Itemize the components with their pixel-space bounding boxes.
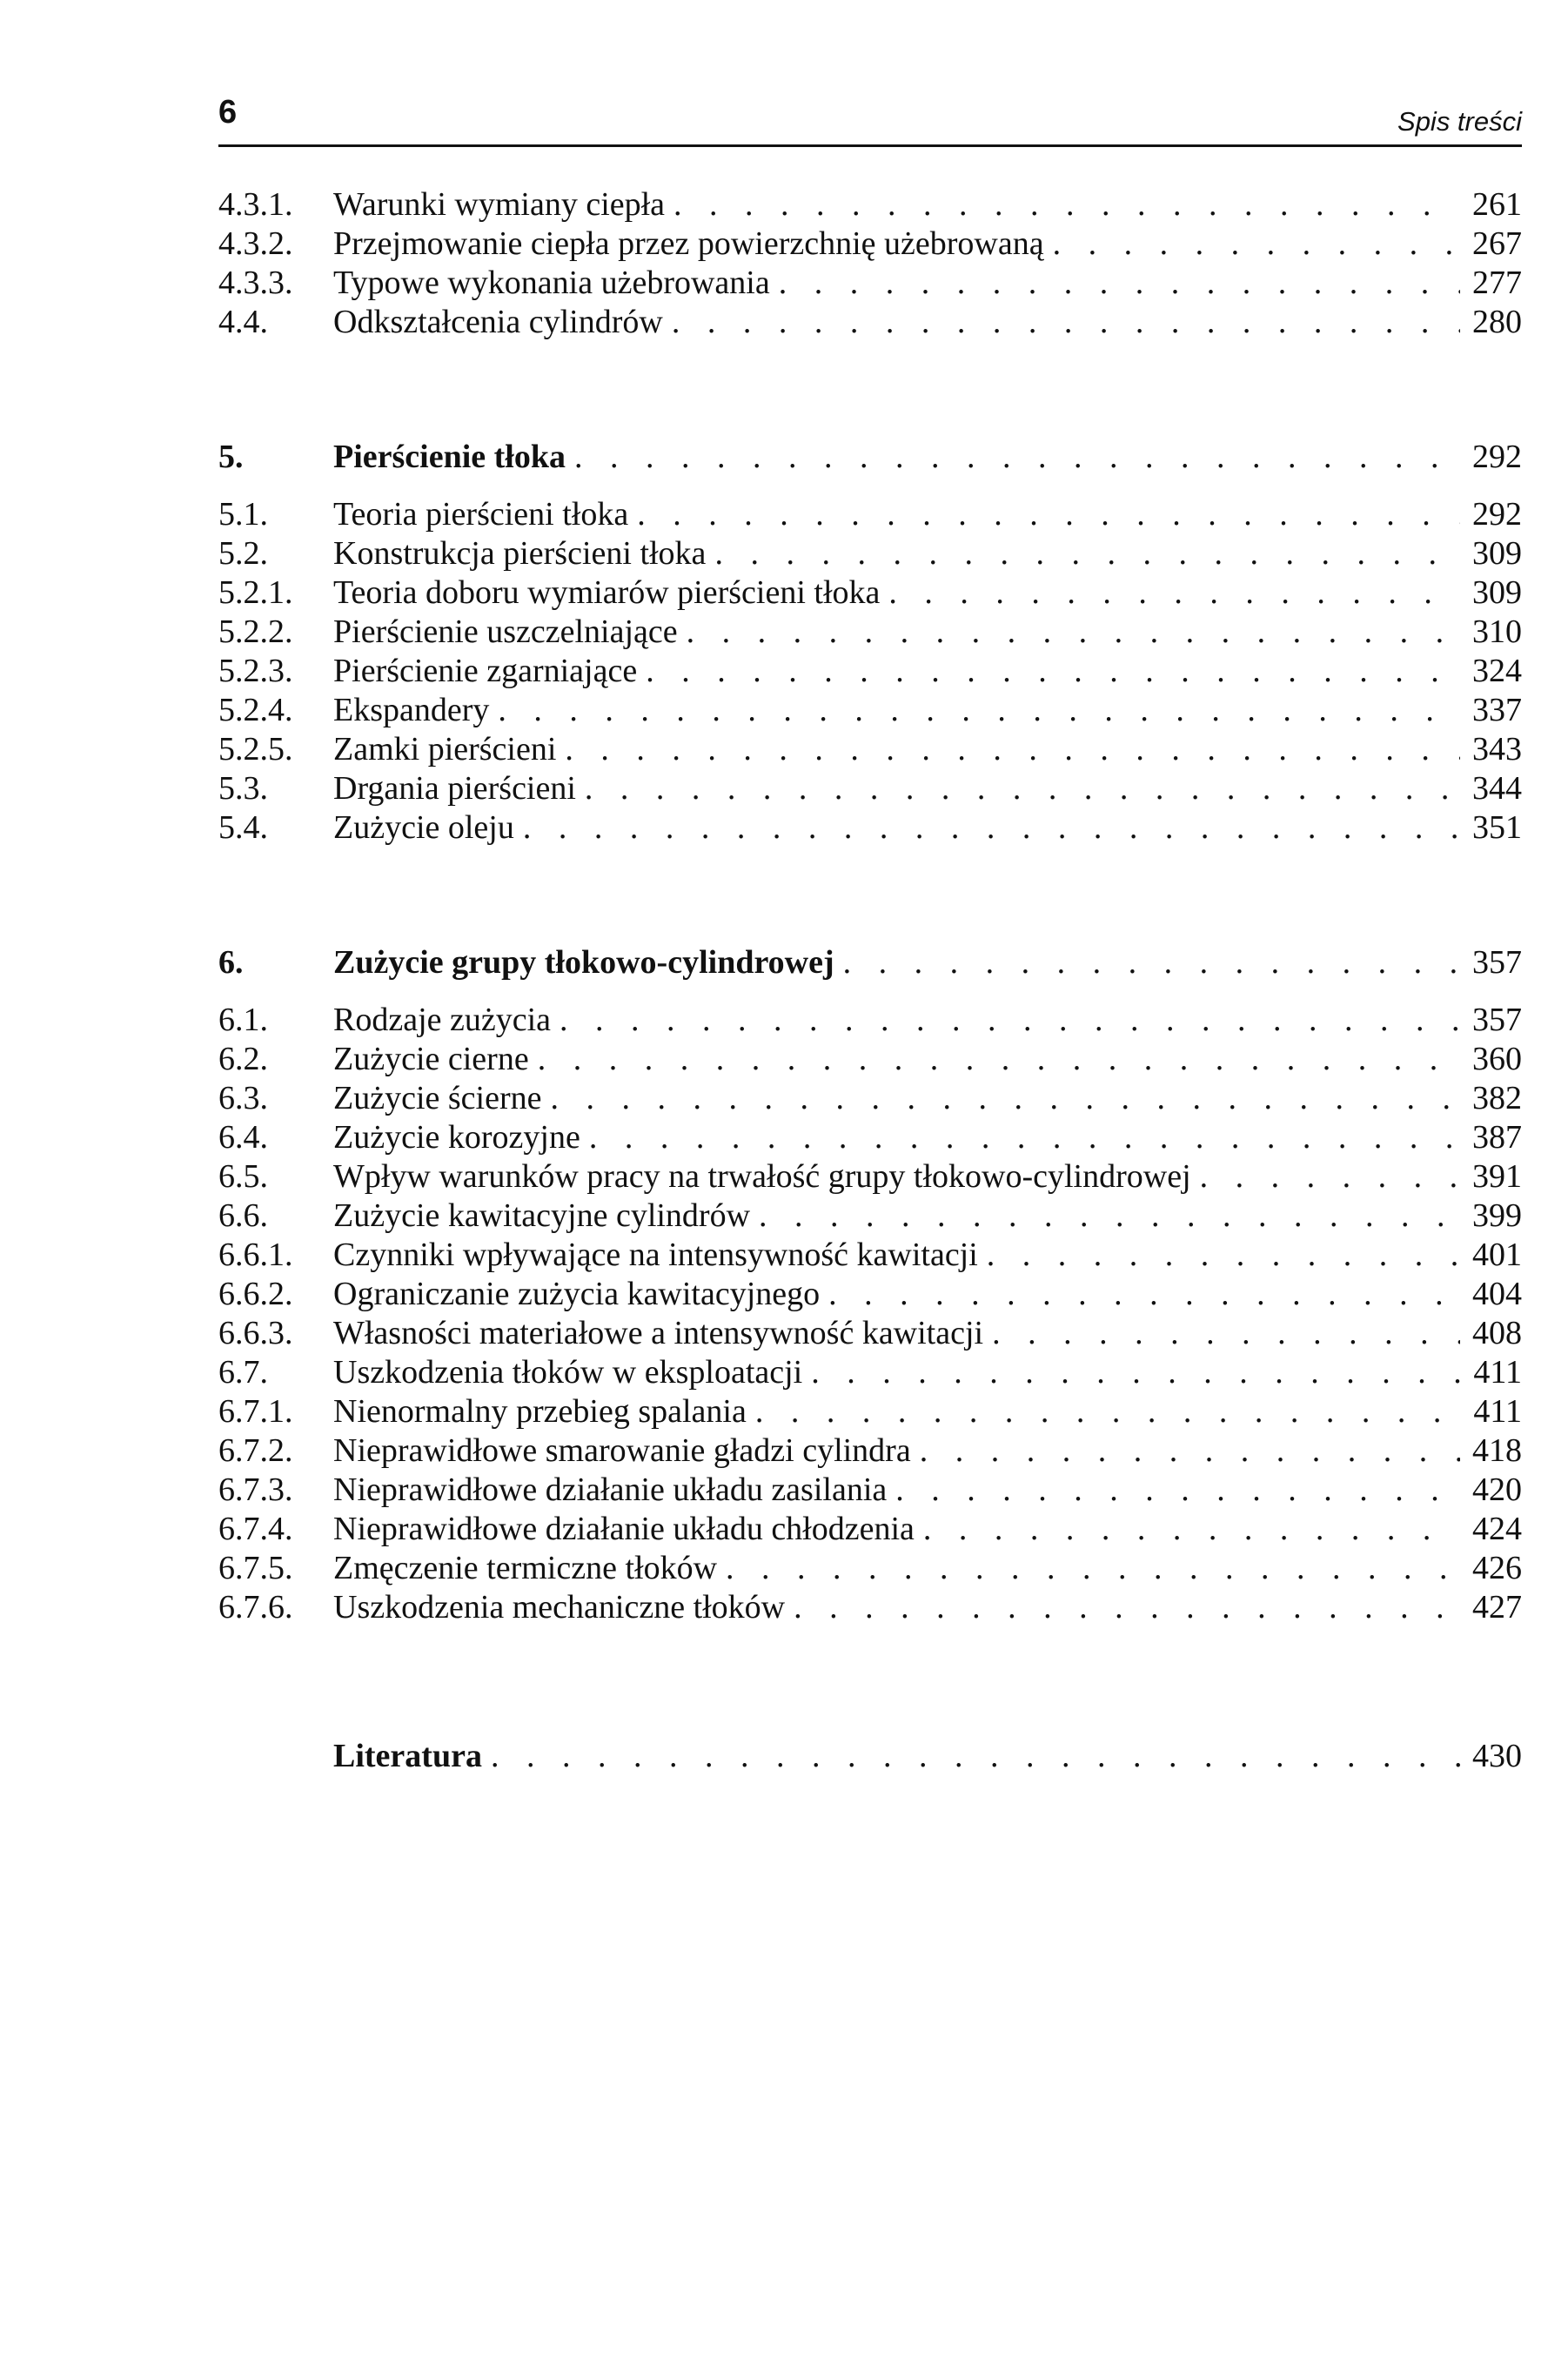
- toc-entry[interactable]: [218, 495, 1522, 534]
- toc-entry-title: Konstrukcja pierścieni tłoka: [333, 535, 707, 572]
- toc-entry-title: Ekspandery: [333, 692, 490, 728]
- toc-entry[interactable]: [218, 1510, 1522, 1549]
- toc-leader-dots: [843, 943, 1460, 982]
- toc-leader-dots: [498, 691, 1460, 730]
- toc-group-4: [218, 185, 1522, 342]
- toc-entry-number: 6.3.: [218, 1080, 268, 1116]
- toc-chapter-title: Literatura: [333, 1738, 482, 1774]
- page-number: 6: [218, 94, 238, 131]
- toc-page-number: 351: [1472, 809, 1522, 846]
- toc-entry-number: 6.6.1.: [218, 1237, 293, 1273]
- toc-entry[interactable]: [218, 1236, 1522, 1275]
- toc-page-number: 277: [1472, 265, 1522, 301]
- toc-leader-dots: [1053, 225, 1460, 264]
- toc-leader-dots: [811, 1353, 1461, 1392]
- toc-chapter-title: Pierścienie tłoka: [333, 439, 566, 475]
- toc-leader-dots: [574, 438, 1460, 477]
- toc-leader-dots: [585, 769, 1460, 808]
- toc-page-number: 420: [1472, 1471, 1522, 1508]
- toc-entry[interactable]: [218, 1392, 1522, 1431]
- toc-entry-title: Zużycie ścierne: [333, 1080, 542, 1116]
- toc-page-number: 411: [1473, 1393, 1522, 1430]
- running-title: Spis treści: [1397, 106, 1522, 137]
- toc-entry[interactable]: [218, 573, 1522, 613]
- toc-entry-number: 5.1.: [218, 496, 268, 533]
- toc-page-number: 424: [1472, 1511, 1522, 1547]
- toc-entry[interactable]: [218, 1549, 1522, 1588]
- toc-entry-number: 4.3.2.: [218, 225, 293, 262]
- toc-chapter-title: Zużycie grupy tłokowo-cylindrowej: [333, 944, 834, 981]
- toc-entry-title: Zużycie korozyjne: [333, 1119, 580, 1156]
- toc-entry-title: Warunki wymiany ciepła: [333, 186, 666, 223]
- toc-page-number: 387: [1472, 1119, 1522, 1156]
- toc-entry[interactable]: [218, 185, 1522, 225]
- toc-entry[interactable]: [218, 225, 1522, 264]
- toc-entry[interactable]: [218, 1197, 1522, 1236]
- toc-entry[interactable]: [218, 1314, 1522, 1353]
- toc-page-number: 267: [1472, 225, 1522, 262]
- toc-entry-title: Uszkodzenia mechaniczne tłoków: [333, 1589, 786, 1626]
- toc-entry-number: 4.3.3.: [218, 265, 293, 301]
- toc-entry-number: 5.2.: [218, 535, 268, 572]
- toc-entry-number: 6.4.: [218, 1119, 268, 1156]
- toc-leader-dots: [828, 1275, 1460, 1314]
- toc-entry-number: 5.4.: [218, 809, 268, 846]
- toc-entry[interactable]: [218, 1001, 1522, 1040]
- toc-entry[interactable]: [218, 1118, 1522, 1157]
- toc-leader-dots: [637, 495, 1460, 534]
- toc-entry[interactable]: [218, 808, 1522, 848]
- toc-entry[interactable]: [218, 1471, 1522, 1510]
- toc-leader-dots: [726, 1549, 1460, 1588]
- toc-entry-title: Zmęczenie termiczne tłoków: [333, 1550, 718, 1586]
- toc-entry-title: Ograniczanie zużycia kawitacyjnego: [333, 1276, 821, 1312]
- toc-page-number: 391: [1472, 1158, 1522, 1195]
- toc-entry[interactable]: [218, 613, 1522, 652]
- toc-page-number: 426: [1472, 1550, 1522, 1586]
- toc-leader-dots: [895, 1471, 1460, 1510]
- toc-entry-title: Zużycie cierne: [333, 1041, 529, 1077]
- toc-entry[interactable]: [218, 1353, 1522, 1392]
- toc-entry[interactable]: [218, 769, 1522, 808]
- toc-entry-number: 5.2.1.: [218, 574, 293, 611]
- toc-entry-title: Teoria doboru wymiarów pierścieni tłoka: [333, 574, 881, 611]
- toc-entry-number: 6.6.3.: [218, 1315, 293, 1351]
- toc-entry-number: 6.5.: [218, 1158, 268, 1195]
- toc-entry-title: Zużycie oleju: [333, 809, 514, 846]
- toc-entry[interactable]: [218, 1275, 1522, 1314]
- toc-page-number: 360: [1472, 1041, 1522, 1077]
- toc-entry-number: 6.7.3.: [218, 1471, 293, 1508]
- toc-chapter-6[interactable]: [218, 943, 1522, 982]
- toc-entry-title: Wpływ warunków pracy na trwałość grupy tłokowo-cylindrowej: [333, 1158, 1191, 1195]
- toc-leader-dots: [565, 730, 1460, 769]
- toc-entry[interactable]: [218, 691, 1522, 730]
- toc-leader-dots: [794, 1588, 1460, 1627]
- toc-entry-number: 6.7.: [218, 1354, 268, 1391]
- toc-entry-number: 5.2.5.: [218, 731, 293, 768]
- toc-leader-dots: [560, 1001, 1460, 1040]
- toc-entry-title: Przejmowanie ciepła przez powierzchnię użebrowaną: [333, 225, 1044, 262]
- toc-leader-dots: [987, 1236, 1460, 1275]
- toc-page-number: 309: [1472, 574, 1522, 611]
- toc-page-number: 408: [1472, 1315, 1522, 1351]
- toc-leader-dots: [550, 1079, 1460, 1118]
- toc-leader-dots: [673, 185, 1460, 225]
- toc-page-number: 401: [1472, 1237, 1522, 1273]
- toc-page-number: 292: [1472, 439, 1522, 475]
- toc-entry-number: 6.7.1.: [218, 1393, 293, 1430]
- toc-entry[interactable]: [218, 1040, 1522, 1079]
- toc-entry-title: Pierścienie zgarniające: [333, 653, 638, 689]
- toc-page-number: 418: [1472, 1432, 1522, 1469]
- toc-page-number: 344: [1472, 770, 1522, 807]
- toc-entry[interactable]: [218, 730, 1522, 769]
- toc-entry-title: Teoria pierścieni tłoka: [333, 496, 629, 533]
- toc-entry-number: 5.2.3.: [218, 653, 293, 689]
- toc-page-number: 357: [1472, 944, 1522, 981]
- toc-entry-title: Zamki pierścieni: [333, 731, 557, 768]
- toc-entry-number: 5.3.: [218, 770, 268, 807]
- toc-page-number: 261: [1472, 186, 1522, 223]
- toc-group-6: [218, 1001, 1522, 1627]
- table-of-contents: [218, 185, 1522, 1776]
- toc-entry-number: 6.6.2.: [218, 1276, 293, 1312]
- toc-leader-dots: [491, 1737, 1460, 1776]
- toc-entry-title: Nieprawidłowe smarowanie gładzi cylindra: [333, 1432, 911, 1469]
- toc-entry-number: 5.2.2.: [218, 613, 293, 650]
- toc-entry-number: 4.3.1.: [218, 186, 293, 223]
- toc-entry-title: Uszkodzenia tłoków w eksploatacji: [333, 1354, 803, 1391]
- toc-entry-title: Czynniki wpływające na intensywność kawitacji: [333, 1237, 978, 1273]
- toc-page-number: 324: [1472, 653, 1522, 689]
- toc-entry-number: 6.7.2.: [218, 1432, 293, 1469]
- toc-entry-title: Pierścienie uszczelniające: [333, 613, 678, 650]
- toc-entry-title: Typowe wykonania użebrowania: [333, 265, 770, 301]
- toc-page-number: 309: [1472, 535, 1522, 572]
- toc-entry-title: Rodzaje zużycia: [333, 1002, 552, 1038]
- toc-entry-number: 6.7.4.: [218, 1511, 293, 1547]
- toc-entry-number: 6.2.: [218, 1041, 268, 1077]
- toc-leader-dots: [923, 1510, 1460, 1549]
- toc-page-number: 399: [1472, 1197, 1522, 1234]
- toc-chapter-number: 6.: [218, 944, 244, 981]
- toc-entry[interactable]: [218, 1157, 1522, 1197]
- toc-page-number: 310: [1472, 613, 1522, 650]
- toc-entry-number: 6.6.: [218, 1197, 268, 1234]
- toc-chapter-number: 5.: [218, 439, 244, 475]
- toc-leader-dots: [755, 1392, 1462, 1431]
- toc-literatura[interactable]: [218, 1737, 1522, 1776]
- toc-page-number: 430: [1472, 1738, 1522, 1774]
- toc-leader-dots: [687, 613, 1460, 652]
- toc-page-number: 382: [1472, 1080, 1522, 1116]
- toc-page-number: 280: [1472, 304, 1522, 340]
- toc-entry[interactable]: [218, 534, 1522, 573]
- toc-page-number: 337: [1472, 692, 1522, 728]
- toc-entry[interactable]: [218, 1431, 1522, 1471]
- toc-leader-dots: [1200, 1157, 1460, 1197]
- toc-leader-dots: [779, 264, 1460, 303]
- toc-entry[interactable]: [218, 264, 1522, 303]
- toc-entry-title: Nieprawidłowe działanie układu zasilania: [333, 1471, 888, 1508]
- page-header: [218, 87, 1522, 147]
- toc-entry-title: Zużycie kawitacyjne cylindrów: [333, 1197, 751, 1234]
- toc-leader-dots: [646, 652, 1460, 691]
- toc-entry[interactable]: [218, 1079, 1522, 1118]
- toc-entry[interactable]: [218, 303, 1522, 342]
- toc-leader-dots: [759, 1197, 1460, 1236]
- toc-entry-number: 6.7.5.: [218, 1550, 293, 1586]
- toc-page-number: 357: [1472, 1002, 1522, 1038]
- toc-entry-title: Własności materiałowe a intensywność kawitacji: [333, 1315, 984, 1351]
- toc-leader-dots: [920, 1431, 1460, 1471]
- toc-page-number: 292: [1472, 496, 1522, 533]
- toc-entry-title: Nienormalny przebieg spalania: [333, 1393, 747, 1430]
- toc-entry-title: Nieprawidłowe działanie układu chłodzenia: [333, 1511, 915, 1547]
- toc-leader-dots: [538, 1040, 1460, 1079]
- toc-leader-dots: [672, 303, 1460, 342]
- toc-leader-dots: [992, 1314, 1460, 1353]
- toc-entry-number: 6.1.: [218, 1002, 268, 1038]
- toc-entry-title: Drgania pierścieni: [333, 770, 576, 807]
- toc-entry[interactable]: [218, 1588, 1522, 1627]
- toc-leader-dots: [888, 573, 1460, 613]
- toc-chapter-5[interactable]: [218, 438, 1522, 477]
- toc-leader-dots: [714, 534, 1460, 573]
- toc-entry-number: 6.7.6.: [218, 1589, 293, 1626]
- toc-entry[interactable]: [218, 652, 1522, 691]
- toc-page-number: 411: [1473, 1354, 1522, 1391]
- toc-leader-dots: [523, 808, 1460, 848]
- toc-entry-title: Odkształcenia cylindrów: [333, 304, 663, 340]
- toc-entry-number: 5.2.4.: [218, 692, 293, 728]
- toc-entry-number: 4.4.: [218, 304, 268, 340]
- toc-page-number: 343: [1472, 731, 1522, 768]
- toc-page-number: 427: [1472, 1589, 1522, 1626]
- toc-group-5: [218, 495, 1522, 848]
- toc-leader-dots: [589, 1118, 1460, 1157]
- toc-page-number: 404: [1472, 1276, 1522, 1312]
